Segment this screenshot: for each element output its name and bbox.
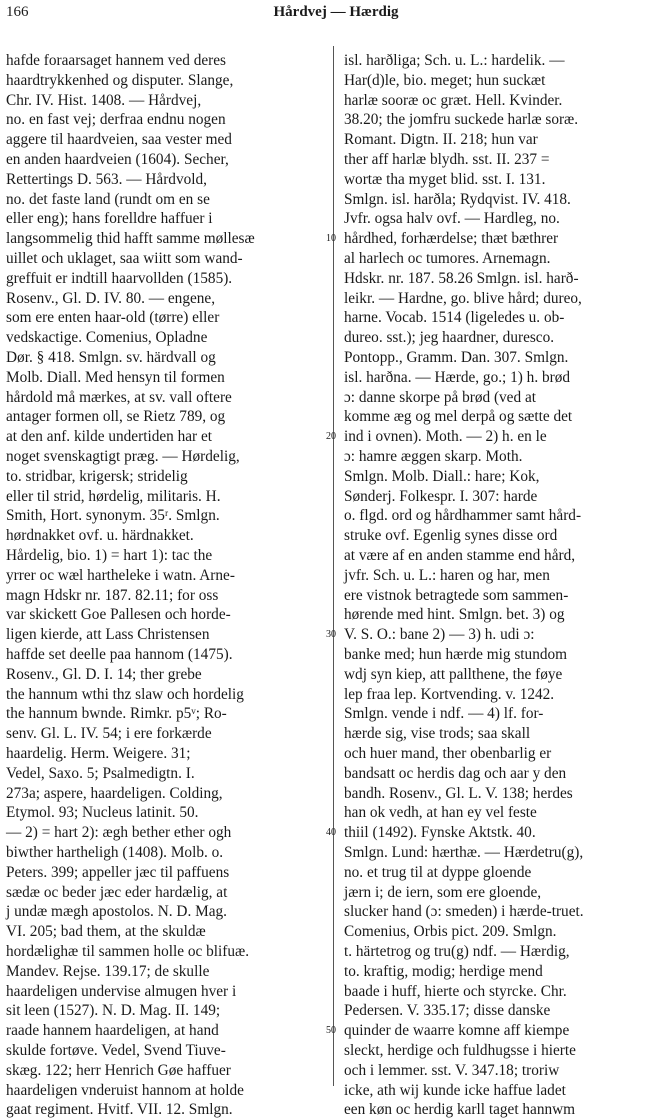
left-column-line: haardeligen vnderuist hannom at holde	[6, 1081, 244, 1099]
left-column-line: to. stridbar, krigersk; stridelig	[6, 467, 188, 485]
left-column-line: Rosenv., Gl. D. I. 14; ther grebe	[6, 665, 202, 683]
right-column-line: harlæ sooræ oc græt. Hell. Kvinder.	[344, 91, 563, 109]
left-column-line: j undæ mægh apostolos. N. D. Mag.	[6, 903, 227, 921]
right-column-line: at være af en anden stamme end hård,	[344, 547, 576, 564]
line-number: 40	[326, 827, 336, 839]
left-column-line: hårdold må mærkes, at sv. vall oftere	[6, 388, 232, 406]
left-column-line: skulde fortøve. Vedel, Svend Tiuve-	[6, 1042, 226, 1059]
left-column-line: — 2) = hart 2): ægh bether ether ogh	[6, 824, 232, 842]
right-column-line: hærde sig, vise trods; saa skall	[344, 725, 531, 743]
right-column-line: ɔ: danne skorpe på brød (ved at	[344, 388, 536, 406]
running-title: Hårdvej — Hærdig	[273, 4, 399, 20]
right-column-line: o. flgd. ord og hårdhammer samt hård-	[344, 507, 582, 525]
left-column-line: aggere til haardveien, saa vester med	[6, 131, 232, 149]
left-column-line: vedskactige. Comenius, Opladne	[6, 329, 208, 347]
right-column-line: lep fraa lep. Kortvending. v. 1242.	[344, 685, 555, 703]
left-column-line: en anden haardveien (1604). Secher,	[6, 151, 229, 168]
right-column-line: Comenius, Orbis pict. 209. Smlgn.	[344, 923, 557, 941]
right-column-line: isl. harðna. — Hærde, go.; 1) h. brød	[344, 368, 571, 386]
right-column-line: Smlgn. Lund: hærthæ. — Hærdetru(g),	[344, 844, 584, 861]
left-column-line: Chr. IV. Hist. 1408. — Hårdvej,	[6, 91, 202, 109]
left-column-line: biwther hartheligh (1408). Molb. o.	[6, 844, 224, 861]
left-column-line: at den anf. kilde undertiden har et	[6, 428, 213, 446]
left-column-line: no. det faste land (rundt om en se	[6, 190, 210, 208]
left-column-line: haardtrykkenhed og disputer. Slange,	[6, 71, 234, 89]
right-column-line: bandsatt oc herdis dag och aar y den	[344, 764, 567, 782]
right-column-line: han ok vedh, at han ey vel feste	[344, 804, 537, 822]
left-column-line: hafde foraarsaget hannem ved deres	[6, 52, 226, 69]
left-column-line: uillet och uklaget, saa wiitt som wand-	[6, 250, 243, 267]
left-column-line: greffuit er indtill haarvollden (1585).	[6, 269, 233, 287]
left-column-line: eller til strid, hørdelig, militaris. H.	[6, 487, 221, 505]
right-column-line: icke, ath wij kunde icke haffue ladet	[344, 1081, 566, 1099]
right-column-line: no. et trug til at dyppe gloende	[344, 863, 532, 881]
right-column-line: dureo. sst.); jeg haardner, duresco.	[344, 329, 555, 347]
left-column-line: noget svenskagtigt præg. — Hørdelig,	[6, 448, 240, 465]
right-column-line: 38.20; the jomfru suckede harlæ soræ.	[344, 111, 579, 129]
left-column-line: gaat regiment. Hvitf. VII. 12. Smlgn.	[6, 1101, 233, 1119]
right-column-line: thiil (1492). Fynske Aktstk. 40.	[344, 824, 536, 842]
right-column-line: wortæ tha myget blid. sst. I. 131.	[344, 170, 546, 188]
left-column-line: Rettertings D. 563. — Hårdvold,	[6, 170, 207, 188]
left-column-line: haardelig. Herm. Weigere. 31;	[6, 745, 191, 762]
left-column-line: VI. 205; bad them, at the skuldæ	[6, 923, 206, 941]
right-column-line: slucker hand (ɔ: smeden) i hærde-truet.	[344, 903, 584, 921]
left-column-line: Etymol. 93; Nucleus latinit. 50.	[6, 804, 199, 822]
left-column-line: Smith, Hort. synonym. 35ʳ. Smlgn.	[6, 507, 220, 525]
right-column-line: Smlgn. Molb. Diall.: hare; Kok,	[344, 467, 540, 485]
right-column-line: V. S. O.: bane 2) — 3) h. udi ɔ:	[344, 626, 535, 644]
left-column-line: raade hannem haardeligen, at hand	[6, 1022, 219, 1040]
right-column-line: sleckt, herdige och fuldhugsse i hierte	[344, 1042, 576, 1059]
right-column-line: een køn oc herdig karll taget hannwm	[344, 1101, 576, 1119]
right-column-line: komme æg og mel derpå og sætte det	[344, 408, 573, 426]
left-column-line: haffde set deelle paa hannom (1475).	[6, 646, 233, 663]
right-column-line: harne. Vocab. 1514 (ligeledes u. ob-	[344, 309, 565, 327]
left-column-line: the hannum wthi thz slaw och hordelig	[6, 685, 244, 703]
left-column-line: sædæ oc beder jæc eder hardælig, at	[6, 883, 228, 901]
right-column-line: quinder de waarre komne aff kiempe	[344, 1022, 570, 1040]
left-column-line: skæg. 122; herr Henrich Gøe haffuer	[6, 1061, 231, 1079]
left-column-line: var skickett Goe Pallesen och horde-	[6, 606, 231, 624]
right-column-line: isl. harðliga; Sch. u. L.: hardelik. —	[344, 52, 565, 69]
right-column-line: banke med; hun hærde mig stundom	[344, 646, 568, 663]
page-number: 166	[6, 4, 29, 20]
right-column-line: al harlech oc tumores. Arnemagn.	[344, 250, 551, 267]
right-column-line: och i lemmer. sst. V. 347.18; troriw	[344, 1061, 560, 1079]
left-column-line: sit leen (1527). N. D. Mag. II. 149;	[6, 1002, 221, 1020]
right-column-line: bandh. Rosenv., Gl. L. V. 138; herdes	[344, 784, 573, 802]
right-column-line: Sønderj. Folkespr. I. 307: harde	[344, 487, 538, 505]
right-column-line: Pedersen. V. 335.17; disse danske	[344, 1002, 551, 1020]
left-column-line: senv. Gl. L. IV. 54; i ere forkærde	[6, 725, 212, 743]
left-column-line: no. en fast vej; derfraa endnu nogen	[6, 111, 226, 129]
right-column-line: Romant. Digtn. II. 218; hun var	[344, 131, 538, 149]
right-column-line: ere vistnok betragtede som sammen-	[344, 586, 569, 604]
left-column-line: hordælighæ til sammen holle oc blifuæ.	[6, 943, 250, 960]
left-column-line: Mandev. Rejse. 139.17; de skulle	[6, 962, 210, 980]
left-column-line: som ere enten haar-old (tørre) eller	[6, 309, 220, 327]
left-column-line: haardeligen undervise almugen hver i	[6, 982, 237, 1000]
left-column-line: Rosenv., Gl. D. IV. 80. — engene,	[6, 289, 216, 307]
line-number: 30	[326, 629, 336, 641]
right-column-line: struke ovf. Egenlig synes disse ord	[344, 527, 558, 545]
right-column-line: wdj syn kiep, att pallthene, the føye	[344, 665, 563, 683]
right-column-line: Har(d)le, bio. meget; hun suckæt	[344, 71, 546, 89]
right-column-line: leikr. — Hardne, go. blive hård; dureo,	[344, 289, 582, 307]
left-column-line: the hannum bwnde. Rimkr. p5ᵛ; Ro-	[6, 705, 227, 723]
left-column-line: eller eng); hans forelldre haffuer i	[6, 210, 213, 228]
left-column-line: Peters. 399; appeller jæc til paffuens	[6, 863, 230, 881]
left-column-line: antager formen oll, se Rietz 789, og	[6, 408, 226, 426]
right-column-line: jvfr. Sch. u. L.: haren og har, men	[344, 566, 550, 584]
left-column-line: 273a; aspere, haardeligen. Colding,	[6, 784, 223, 802]
left-column-line: magn Hdskr nr. 187. 82.11; for oss	[6, 586, 219, 604]
right-column-line: Pontopp., Gramm. Dan. 307. Smlgn.	[344, 349, 569, 366]
line-number: 50	[326, 1025, 336, 1037]
left-column-line: ligen kierde, att Lass Christensen	[6, 626, 210, 644]
right-column-line: Jvfr. ogsa halv ovf. — Hardleg, no.	[344, 210, 560, 228]
right-column-line: Hdskr. nr. 187. 58.26 Smlgn. isl. harð-	[344, 269, 579, 287]
right-column-line: ɔ: hamre æggen skarp. Moth.	[344, 448, 523, 465]
right-column-line: t. härtetrog og tru(g) ndf. — Hærdig,	[344, 943, 570, 960]
right-column-line: to. kraftig, modig; herdige mend	[344, 962, 543, 980]
left-column-line: Vedel, Saxo. 5; Psalmedigtn. I.	[6, 764, 195, 782]
left-column-line: langsommelig thid hafft samme møllesæ	[6, 230, 255, 248]
left-column-line: yrrer oc wæl hartheleke i watn. Arne-	[6, 566, 235, 584]
right-column-line: baade i huff, hierte och styrcke. Chr.	[344, 982, 567, 1000]
line-number: 10	[326, 233, 336, 245]
right-column-line: Smlgn. vende i ndf. — 4) lf. for-	[344, 705, 544, 723]
page-header	[6, 4, 666, 26]
right-column-line: ther aff harlæ blydh. sst. II. 237 =	[344, 151, 550, 168]
left-column-line: Hårdelig, bio. 1) = hart 1): tac the	[6, 547, 213, 564]
line-number: 20	[326, 431, 336, 443]
right-column-line: hårdhed, forhærdelse; thæt bæthrer	[344, 230, 559, 248]
right-column-line: och huer mand, ther obenbarlig er	[344, 745, 552, 762]
right-column-line: ind i ovnen). Moth. — 2) h. en le	[344, 428, 547, 446]
left-column-line: Molb. Diall. Med hensyn til formen	[6, 368, 225, 386]
right-column-line: jærn i; de iern, som ere gloende,	[344, 883, 542, 901]
right-column-line: hørende med hint. Smlgn. bet. 3) og	[344, 606, 565, 624]
right-column-line: Smlgn. isl. harðla; Rydqvist. IV. 418.	[344, 190, 571, 208]
column-divider	[333, 46, 334, 1086]
left-column-line: Dør. § 418. Smlgn. sv. härdvall og	[6, 349, 216, 366]
left-column-line: hørdnakket ovf. u. härdnakket.	[6, 527, 194, 545]
